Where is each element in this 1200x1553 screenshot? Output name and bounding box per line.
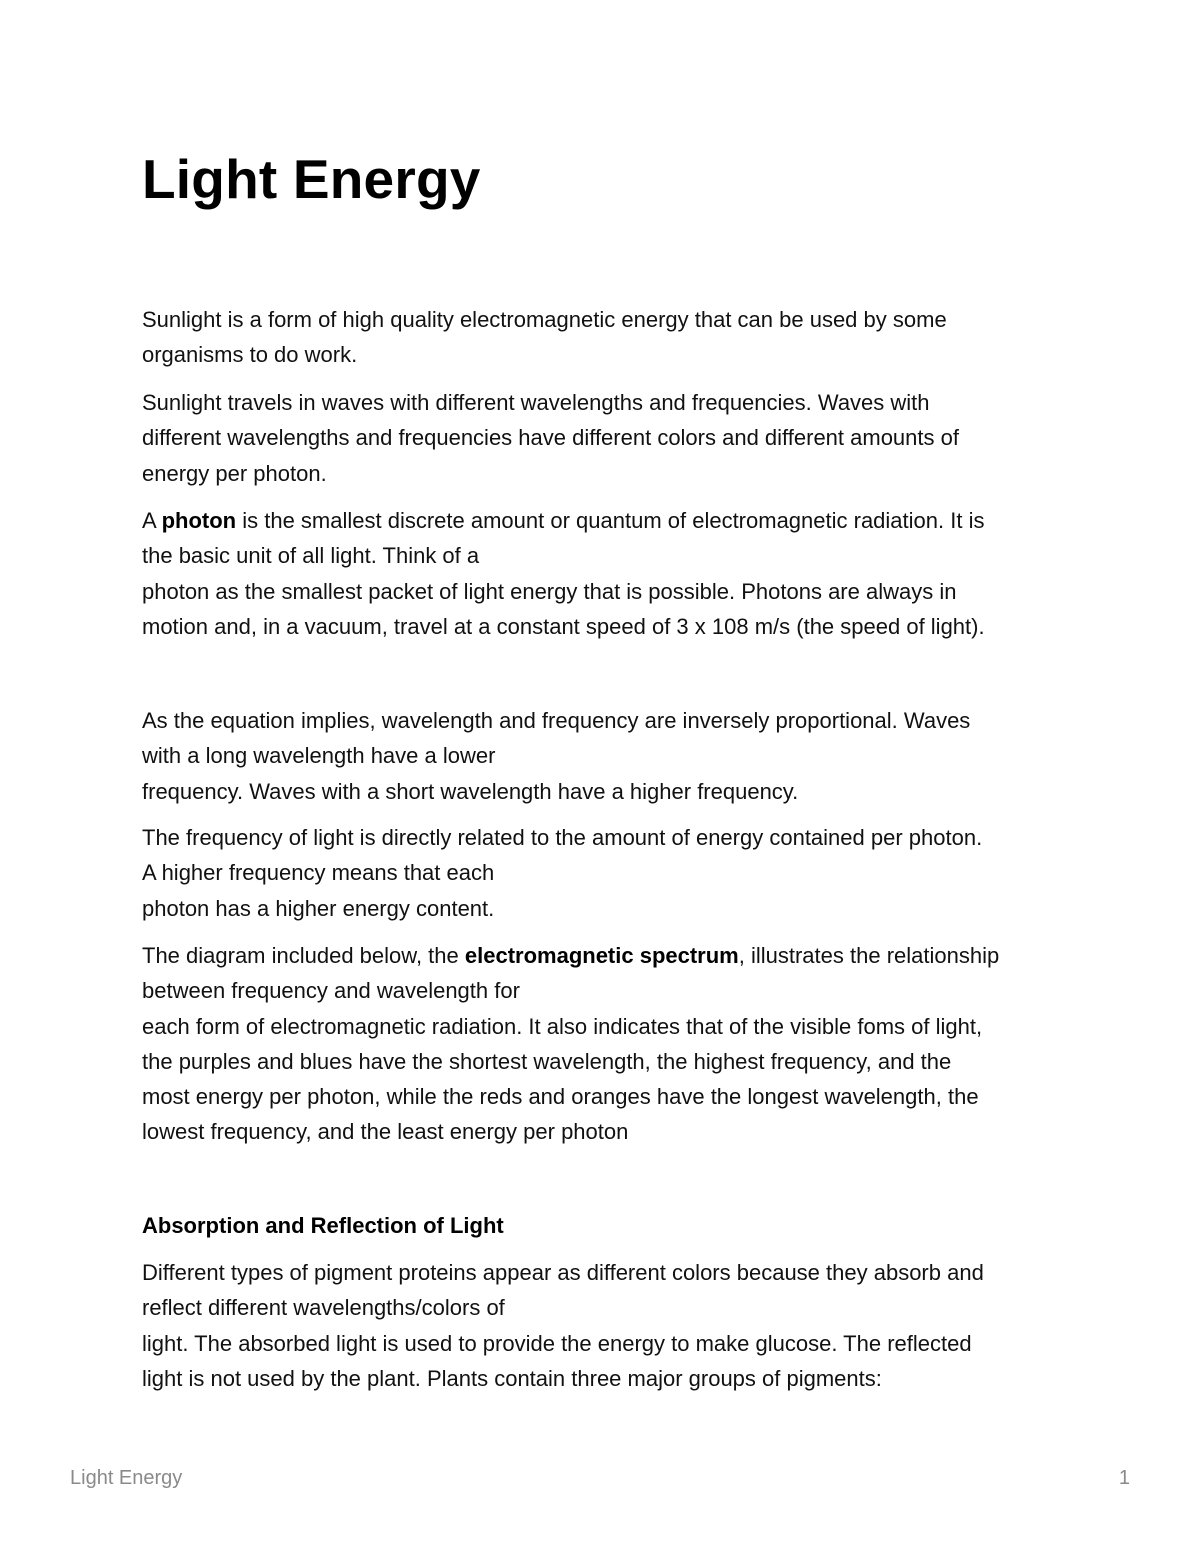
text-line: photon has a higher energy content. [142,895,495,921]
text-line: motion and, in a vacuum, travel at a constant speed of 3 x 108 m/s (the speed of light). [142,613,985,639]
text-line: Different types of pigment proteins appear as different colors because they absorb and [142,1260,984,1285]
text-run: A [142,508,162,533]
text-line: between frequency and wavelength for [142,978,520,1004]
text-line: light. The absorbed light is used to provide the energy to make glucose. The reflected [142,1330,972,1356]
text-line: light is not used by the plant. Plants contain three major groups of pigments: [142,1365,882,1391]
page-title: Light Energy [142,148,481,210]
text-line: A higher frequency means that each [142,860,495,886]
paragraph-frequency-energy [142,820,1072,926]
text-line: reflect different wavelengths/colors of [142,1295,505,1321]
text-line: with a long wavelength have a lower [142,743,496,769]
text-line: Sunlight is a form of high quality electromagnetic energy that can be used by some [142,307,947,332]
text-line: the purples and blues have the shortest wavelength, the highest frequency, and the [142,1048,952,1074]
paragraph-electromagnetic-spectrum [142,938,1072,1150]
text-line: photon as the smallest packet of light energy that is possible. Photons are always in [142,578,957,604]
text-line: each form of electromagnetic radiation. It also indicates that of the visible foms of light, [142,1013,983,1039]
text-line: lowest frequency, and the least energy per photon [142,1119,629,1145]
section-heading: Absorption and Reflection of Light [142,1213,504,1238]
text-line: organisms to do work. [142,342,358,368]
term-electromagnetic-spectrum: electromagnetic spectrum [464,943,739,968]
text-run: The diagram included below, the [142,943,465,968]
text-line: the basic unit of all light. Think of a [142,543,480,569]
paragraph-wavelength-frequency [142,703,1072,809]
text-line [142,938,1072,973]
term-photon: photon [161,508,237,533]
text-run: , illustrates the relationship [738,943,1000,968]
text-line: frequency. Waves with a short wavelength have a higher frequency. [142,778,799,804]
text-line: energy per photon. [142,460,327,486]
text-line: The frequency of light is directly related to the amount of energy contained per photon. [142,825,983,850]
paragraph-photon [142,503,1072,644]
text-run: is the smallest discrete amount or quantum of electromagnetic radiation. It is [236,508,985,533]
footer-document-title: Light Energy [70,1467,183,1489]
footer-page-number: 1 [1118,1467,1130,1489]
text-line: different wavelengths and frequencies have different colors and different amounts of [142,425,959,451]
text-line: As the equation implies, wavelength and frequency are inversely proportional. Waves [142,708,971,733]
text-line: most energy per photon, while the reds and oranges have the longest wavelength, the [142,1084,979,1110]
text-line: Sunlight travels in waves with different wavelengths and frequencies. Waves with [142,390,930,415]
text-line [142,503,1072,538]
paragraph-sunlight-waves [142,385,1072,491]
paragraph-pigments [142,1255,1072,1396]
paragraph-sunlight-intro [142,302,1072,373]
